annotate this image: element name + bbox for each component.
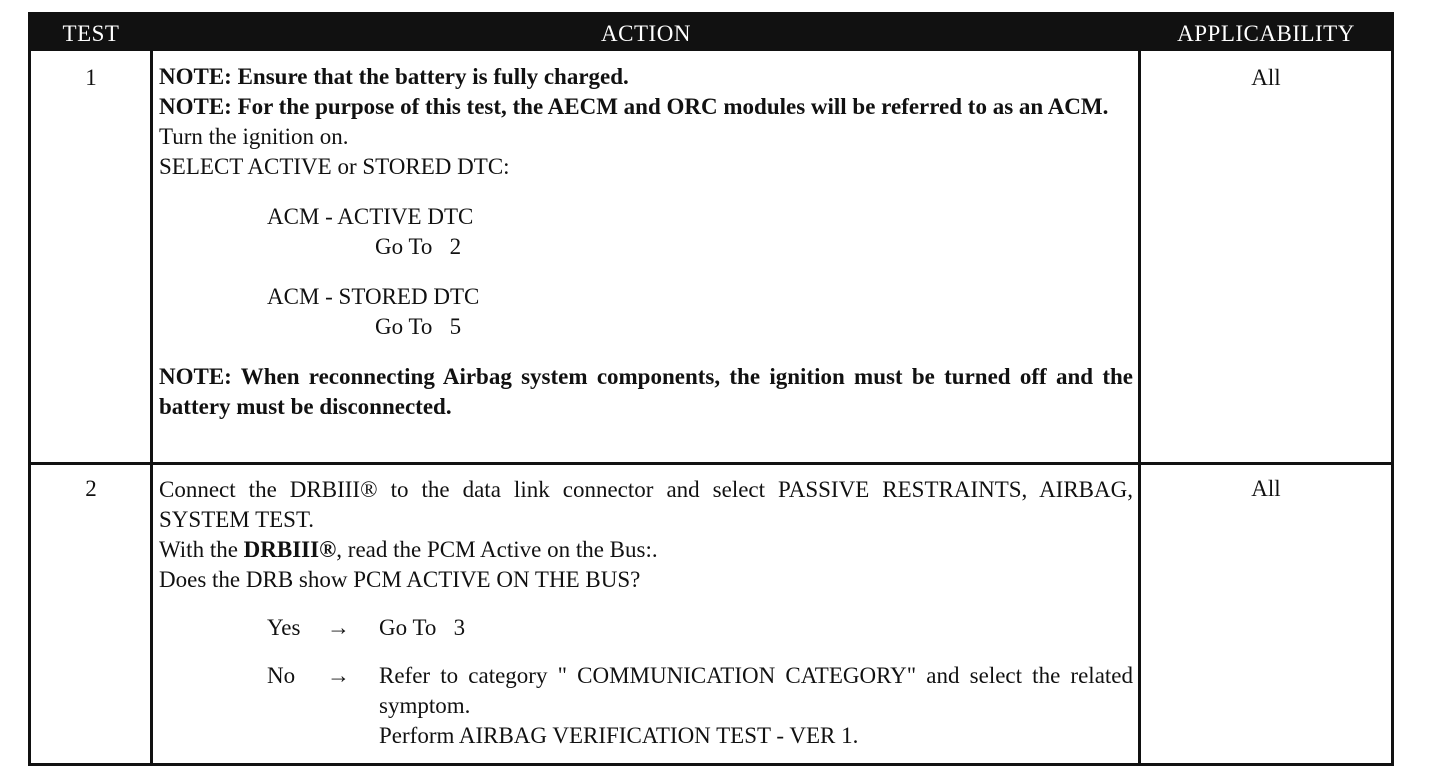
yes-result: Go To 3	[379, 615, 466, 640]
row-2-applicability: All	[1251, 476, 1281, 501]
option-stored-dtc: ACM - STORED DTC	[267, 284, 480, 309]
spacer	[159, 182, 1133, 202]
spacer	[159, 342, 1133, 362]
row-2-test-number: 2	[85, 476, 97, 501]
instruction-read	[159, 535, 1133, 565]
instruction-read-suffix: , read the PCM Active on the Bus:.	[336, 537, 658, 562]
instruction-read-prefix: With the	[159, 537, 244, 562]
arrow-right-icon: →	[327, 615, 350, 640]
spacer	[159, 595, 1133, 613]
row-1-action	[159, 62, 1133, 422]
row-2-action	[159, 475, 1133, 751]
no-result-perform: Perform AIRBAG VERIFICATION TEST - VER 1.	[379, 723, 859, 748]
diagnostic-test-table	[28, 12, 1394, 766]
question: Does the DRB show PCM ACTIVE ON THE BUS?	[159, 567, 641, 592]
note-battery: NOTE: Ensure that the battery is fully charged.	[159, 64, 629, 89]
row-1-applicability: All	[1251, 65, 1281, 90]
header-applicability: APPLICABILITY	[1177, 21, 1355, 46]
no-label: No	[267, 663, 296, 688]
header-action: ACTION	[601, 21, 691, 46]
option-stored-goto: Go To 5	[375, 314, 462, 339]
instruction-ignition: Turn the ignition on.	[159, 124, 349, 149]
note-reconnect: NOTE: When reconnecting Airbag system components, the ignition must be turned off and the battery must be disconnected.	[159, 364, 1133, 419]
option-active-goto: Go To 2	[375, 234, 462, 259]
option-active-dtc: ACM - ACTIVE DTC	[267, 204, 474, 229]
note-purpose: NOTE: For the purpose of this test, the AECM and ORC modules will be referred to as an ACM.	[159, 94, 1109, 119]
yes-label: Yes	[267, 615, 301, 640]
spacer	[159, 643, 1133, 661]
instruction-select: SELECT ACTIVE or STORED DTC:	[159, 154, 510, 179]
spacer	[159, 262, 1133, 282]
table-header	[31, 15, 1391, 51]
instruction-read-device: DRBIII®	[243, 537, 337, 562]
instruction-connect: Connect the DRBIII® to the data link connector and select PASSIVE RESTRAINTS, AIRBAG, SYSTEM TEST.	[159, 477, 1133, 532]
column-divider	[1138, 51, 1141, 763]
answer-yes	[159, 613, 1133, 643]
header-test: TEST	[62, 21, 120, 46]
no-result-refer: Refer to category " COMMUNICATION CATEGORY" and select the related symptom.	[379, 663, 1133, 718]
answer-no	[159, 661, 1133, 751]
row-1-test-number: 1	[85, 65, 97, 90]
column-divider	[150, 51, 153, 763]
no-result	[379, 661, 1133, 751]
arrow-right-icon: →	[327, 663, 350, 688]
row-divider	[31, 462, 1391, 465]
